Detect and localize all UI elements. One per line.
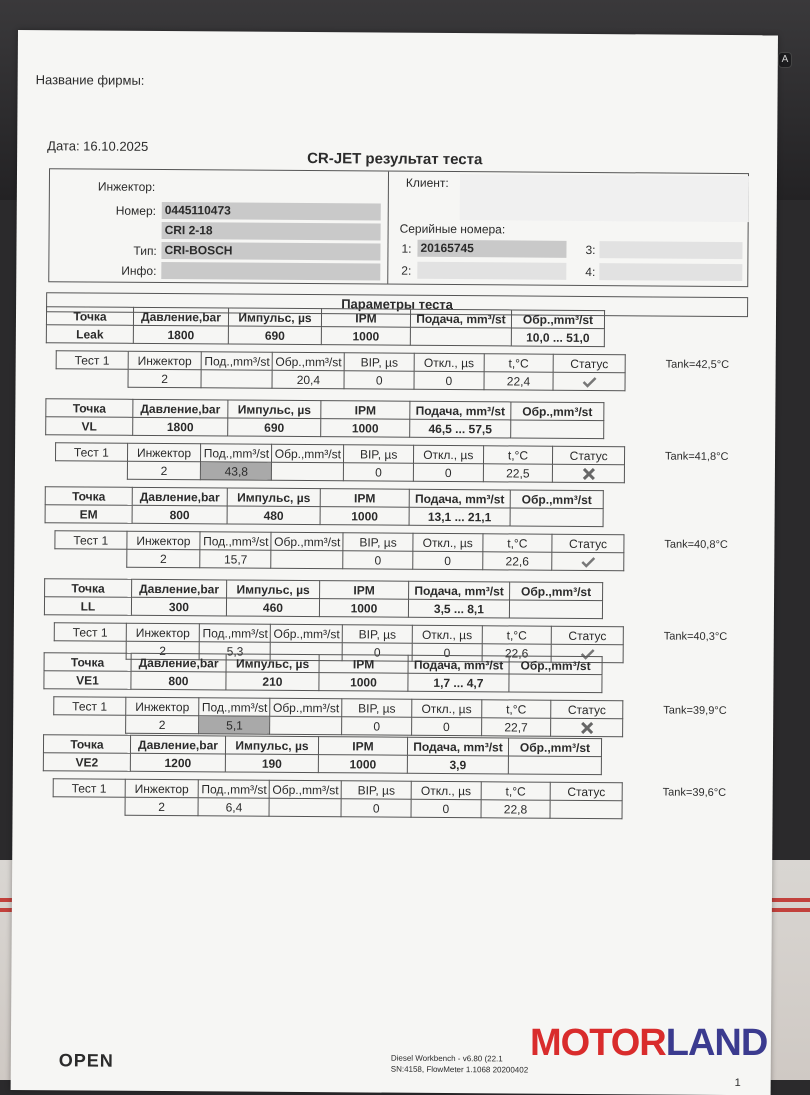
col-temp: t,°C: [482, 534, 552, 552]
status-value: [550, 800, 622, 819]
ipm-value: 1000: [318, 755, 407, 774]
col-bip: BIP, µs: [341, 781, 411, 799]
col-test: Тест 1: [54, 623, 126, 641]
delivery-range: 3,9: [407, 755, 508, 774]
delivery-range: 13,1 ... 21,1: [409, 507, 510, 526]
col-status: Статус: [550, 782, 622, 801]
serial-1-label: 1:: [401, 241, 412, 256]
pulse-value: 190: [225, 754, 318, 773]
footer-info-line-1: Diesel Workbench - v6.80 (22.1: [390, 1053, 503, 1064]
serials-label: Серийные номера:: [399, 221, 506, 237]
motorland-watermark: [530, 1022, 767, 1065]
serial-2: [417, 262, 566, 280]
col-delivered: Под.,mm³/st: [200, 532, 271, 550]
delivered-value: 43,8: [201, 462, 272, 480]
col-status: Статус: [551, 626, 623, 645]
point-table: [45, 486, 745, 528]
col-pressure: Давление,bar: [132, 487, 227, 506]
pressure-value: 800: [132, 505, 227, 524]
col-return: Обр.,mm³/st: [511, 310, 604, 329]
ipm-value: 1000: [319, 673, 408, 692]
client-value: [460, 174, 749, 222]
temp-value: 22,4: [484, 372, 554, 390]
number-label: Номер:: [115, 203, 157, 218]
point-value: EM: [45, 505, 132, 524]
col-test: Тест 1: [55, 443, 127, 461]
divider: [387, 172, 389, 284]
col-returned: Обр.,mm³/st: [271, 532, 343, 551]
col-delivered: Под.,mm³/st: [199, 780, 270, 798]
tank-temperature: Tank=39,6°C: [662, 786, 727, 799]
col-bip: BIP, µs: [344, 353, 414, 371]
col-bip: BIP, µs: [343, 625, 413, 643]
injector-number: 0445110473: [162, 202, 381, 221]
col-test: Тест 1: [53, 779, 125, 797]
col-temp: t,°C: [484, 354, 554, 372]
point-table: [44, 578, 744, 620]
col-delivery: Подача, mm³/st: [407, 737, 508, 756]
delivery-range: 1,7 ... 4,7: [408, 673, 509, 692]
col-delivered: Под.,mm³/st: [199, 698, 270, 716]
returned-value: 20,4: [272, 370, 344, 389]
pulse-value: 690: [228, 418, 321, 437]
footer-info-line-2: SN:4158, FlowMeter 1.1068 20200402: [390, 1064, 529, 1075]
return-range: [509, 600, 602, 619]
injector-info-box: [48, 168, 749, 287]
col-point: Точка: [46, 307, 133, 326]
col-ipm: IPM: [320, 489, 409, 508]
col-return: Обр.,mm³/st: [508, 738, 601, 757]
status-value: [551, 718, 623, 737]
col-status: Статус: [551, 700, 623, 719]
col-temp: t,°C: [481, 700, 551, 718]
injector-value: 2: [126, 549, 200, 568]
col-test: Тест 1: [54, 697, 126, 715]
tank-temperature: Tank=41,8°C: [664, 450, 729, 463]
pulse-value: 460: [226, 598, 319, 617]
status-value: [553, 372, 625, 391]
bip-value: 0: [343, 551, 413, 569]
ipm-value: 1000: [319, 599, 408, 618]
col-status: Статус: [552, 534, 624, 553]
col-delivered: Под.,mm³/st: [200, 624, 271, 642]
point-value: VE2: [43, 753, 130, 772]
bip-value: 0: [344, 371, 414, 389]
logo-text: OPEN: [58, 1050, 114, 1071]
report-title: CR-JET результат теста: [307, 150, 483, 169]
bip-value: 0: [344, 463, 414, 481]
pulse-value: 690: [228, 326, 321, 345]
cross-icon: [580, 722, 594, 734]
col-returned: Обр.,mm³/st: [270, 780, 342, 799]
key-side-a: A: [778, 52, 792, 68]
pressure-value: 800: [131, 671, 226, 690]
delivered-value: 15,7: [200, 550, 271, 568]
col-test: Тест 1: [55, 531, 127, 549]
open-logo: [59, 1050, 114, 1071]
col-pressure: Давление,bar: [133, 307, 228, 326]
dev-value: 0: [414, 371, 484, 389]
serial-2-label: 2:: [401, 263, 412, 278]
firm-label: Название фирмы:: [35, 72, 145, 88]
col-temp: t,°C: [482, 626, 552, 644]
delivered-value: 5,1: [199, 716, 270, 734]
col-injector: Инжектор: [125, 779, 199, 798]
temp-value: 22,6: [482, 644, 552, 662]
type-label: Тип:: [133, 243, 157, 258]
point-table: [43, 652, 743, 694]
result-table: [53, 778, 623, 819]
col-point: Точка: [45, 579, 132, 598]
serial-4-label: 4:: [585, 264, 596, 280]
injector-value: 2: [126, 641, 200, 660]
col-returned: Обр.,mm³/st: [273, 352, 345, 371]
ipm-value: 1000: [320, 507, 409, 526]
col-pressure: Давление,bar: [131, 653, 226, 672]
col-ipm: IPM: [320, 581, 409, 600]
col-status: Статус: [553, 446, 625, 465]
serial-3-label: 3:: [585, 242, 596, 258]
pressure-value: 300: [131, 597, 226, 616]
dev-value: 0: [412, 717, 482, 735]
col-temp: t,°C: [481, 782, 551, 800]
col-dev: Откл., µs: [412, 625, 482, 643]
col-injector: Инжектор: [125, 697, 199, 716]
temp-value: 22,5: [483, 464, 553, 482]
temp-value: 22,8: [481, 800, 551, 818]
point-table: [46, 306, 746, 348]
watermark-motor: MOTOR: [530, 1022, 666, 1064]
injector-value: 2: [125, 797, 199, 816]
return-range: [511, 420, 604, 439]
col-point: Точка: [46, 399, 133, 418]
point-table: [43, 734, 743, 776]
col-pressure: Давление,bar: [133, 399, 228, 418]
injector-value: 2: [128, 369, 202, 388]
tank-temperature: Tank=42,5°C: [665, 358, 730, 371]
col-delivery: Подача, mm³/st: [408, 655, 509, 674]
temp-value: 22,6: [482, 552, 552, 570]
col-injector: Инжектор: [126, 623, 200, 642]
col-return: Обр.,mm³/st: [509, 656, 602, 675]
serial-3: [599, 241, 742, 259]
col-pressure: Давление,bar: [130, 735, 225, 754]
col-dev: Откл., µs: [413, 445, 483, 463]
pulse-value: 210: [226, 672, 319, 691]
bip-value: 0: [341, 799, 411, 817]
watermark-land: LAND: [665, 1022, 768, 1064]
col-dev: Откл., µs: [411, 781, 481, 799]
delivered-value: 6,4: [198, 798, 269, 816]
status-value: [552, 552, 624, 571]
delivery-range: 3,5 ... 8,1: [408, 599, 509, 618]
col-bip: BIP, µs: [343, 533, 413, 551]
col-point: Точка: [45, 487, 132, 506]
dev-value: 0: [413, 463, 483, 481]
injector-value: 2: [125, 715, 199, 734]
report-date: Дата: 16.10.2025: [47, 138, 149, 154]
col-injector: Инжектор: [127, 443, 201, 462]
result-table: [53, 696, 623, 737]
col-pressure: Давление,bar: [132, 579, 227, 598]
col-pulse: Импульс, µs: [228, 308, 321, 327]
tank-temperature: Tank=40,3°C: [663, 630, 728, 643]
result-table: [56, 350, 626, 391]
col-returned: Обр.,mm³/st: [271, 624, 343, 643]
injector-label: Инжектор:: [97, 179, 156, 194]
ipm-value: 1000: [321, 419, 410, 438]
injector-info: [161, 262, 380, 281]
result-table: [54, 530, 624, 571]
serial-1: 20165745: [417, 240, 566, 258]
return-range: [508, 756, 601, 775]
point-value: VE1: [44, 671, 131, 690]
tank-temperature: Tank=39,9°C: [663, 704, 727, 717]
injector-model: CRI 2-18: [162, 222, 381, 241]
dev-value: 0: [412, 643, 482, 661]
pressure-value: 1800: [133, 417, 228, 436]
serial-4: [599, 263, 742, 281]
bip-value: 0: [342, 717, 412, 735]
returned-value: [270, 716, 342, 735]
col-ipm: IPM: [318, 737, 407, 756]
params-title: Параметры теста: [341, 296, 453, 313]
col-ipm: IPM: [321, 309, 410, 328]
col-dev: Откл., µs: [413, 533, 483, 551]
client-label: Клиент:: [405, 175, 449, 191]
pulse-value: 480: [227, 506, 320, 525]
col-bip: BIP, µs: [344, 445, 414, 463]
tank-temperature: Tank=40,8°C: [664, 538, 728, 551]
returned-value: [271, 550, 343, 569]
point-value: Leak: [46, 325, 133, 344]
col-test: Тест 1: [56, 351, 128, 369]
col-returned: Обр.,mm³/st: [270, 698, 342, 717]
return-range: 10,0 ... 51,0: [511, 328, 604, 347]
col-delivery: Подача, mm³/st: [410, 309, 511, 328]
col-delivery: Подача, mm³/st: [410, 401, 511, 420]
returned-value: [272, 462, 344, 481]
ipm-value: 1000: [321, 327, 410, 346]
check-icon: [582, 376, 596, 388]
status-value: [553, 464, 625, 483]
col-delivered: Под.,mm³/st: [201, 352, 272, 370]
col-ipm: IPM: [319, 655, 408, 674]
dev-value: 0: [413, 551, 483, 569]
col-point: Точка: [44, 653, 131, 672]
col-delivered: Под.,mm³/st: [201, 444, 272, 462]
delivery-range: [410, 327, 511, 346]
col-delivery: Подача, mm³/st: [409, 489, 510, 508]
pressure-value: 1200: [130, 753, 225, 772]
col-returned: Обр.,mm³/st: [272, 444, 344, 463]
pressure-value: 1800: [133, 325, 228, 344]
dev-value: 0: [411, 799, 481, 817]
col-pulse: Импульс, µs: [225, 736, 318, 755]
delivered-value: [201, 370, 272, 388]
delivery-range: 46,5 ... 57,5: [410, 419, 511, 438]
col-pulse: Импульс, µs: [228, 400, 321, 419]
delivered-value: 5,3: [199, 642, 270, 660]
col-pulse: Импульс, µs: [226, 654, 319, 673]
col-dev: Откл., µs: [412, 699, 482, 717]
col-temp: t,°C: [483, 446, 553, 464]
col-dev: Откл., µs: [414, 353, 484, 371]
col-return: Обр.,mm³/st: [511, 402, 604, 421]
col-pulse: Импульс, µs: [227, 580, 320, 599]
col-return: Обр.,mm³/st: [510, 582, 603, 601]
info-label: Инфо:: [121, 263, 157, 278]
page-number: 1: [734, 1077, 741, 1090]
return-range: [510, 508, 603, 527]
col-ipm: IPM: [321, 401, 410, 420]
bip-value: 0: [342, 643, 412, 661]
check-icon: [581, 556, 595, 568]
col-injector: Инжектор: [127, 531, 201, 550]
col-bip: BIP, µs: [342, 699, 412, 717]
returned-value: [269, 798, 341, 817]
col-injector: Инжектор: [128, 351, 202, 370]
footer-info: [391, 1053, 529, 1076]
point-value: VL: [46, 417, 133, 436]
injector-type: CRI-BOSCH: [161, 242, 380, 261]
col-pulse: Импульс, µs: [227, 488, 320, 507]
col-status: Статус: [553, 354, 625, 373]
temp-value: 22,7: [481, 718, 551, 736]
cross-icon: [581, 468, 595, 480]
col-return: Обр.,mm³/st: [510, 490, 603, 509]
result-table: [55, 442, 625, 483]
return-range: [509, 674, 602, 693]
point-value: LL: [44, 597, 131, 616]
injector-value: 2: [127, 461, 201, 480]
col-delivery: Подача, mm³/st: [409, 581, 510, 600]
col-point: Точка: [43, 735, 130, 754]
point-table: [45, 398, 745, 440]
test-report-sheet: [11, 30, 778, 1095]
